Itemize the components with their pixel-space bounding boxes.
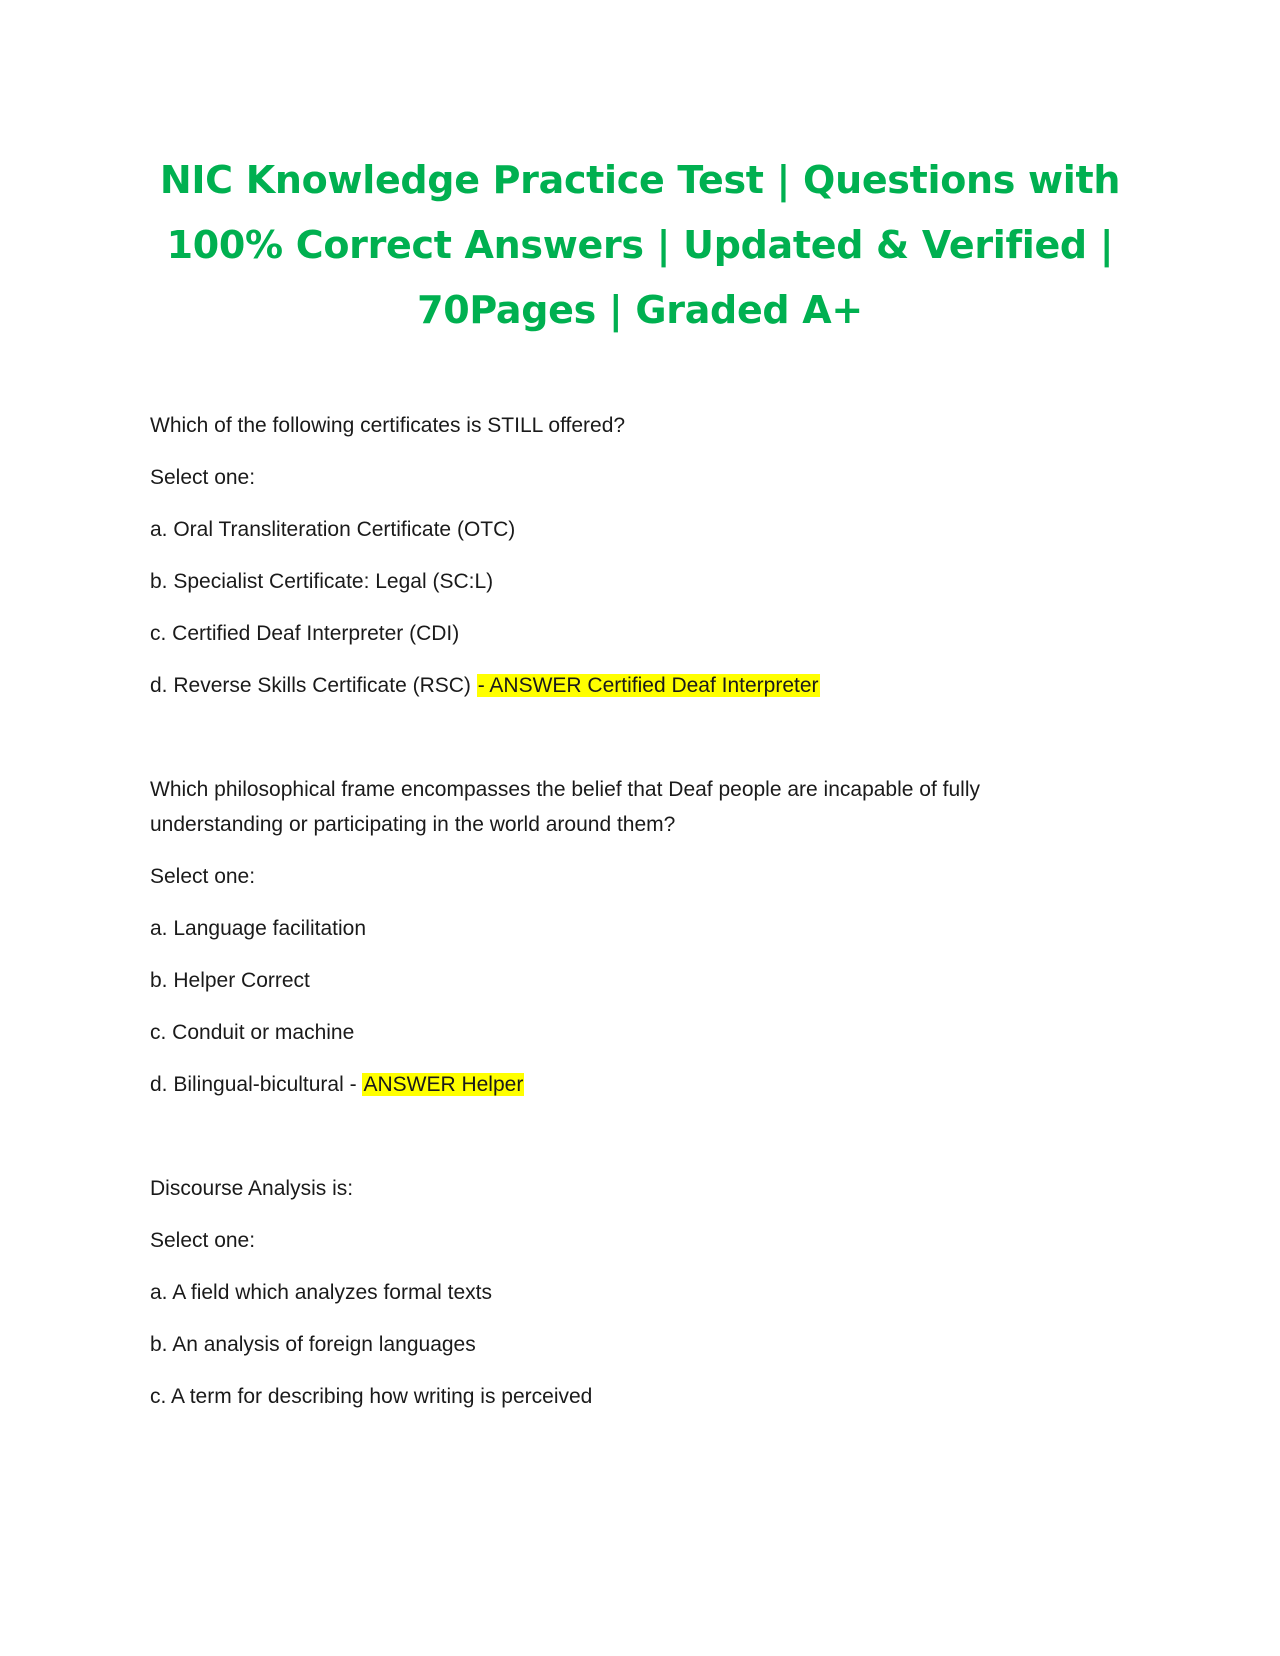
question-2-option-d: d. Bilingual-bicultural - — [150, 1073, 363, 1096]
question-1-option-b: b. Specialist Certificate: Legal (SC:L) — [150, 570, 494, 593]
title-line-3: 70Pages | Graded A+ — [417, 288, 863, 332]
question-3-option-b: b. An analysis of foreign languages — [150, 1333, 476, 1356]
question-2-prompt: Select one: — [150, 865, 256, 888]
question-1-text: Which of the following certificates is STILL offered? — [150, 414, 626, 437]
question-2-answer-highlight: ANSWER Helper — [363, 1073, 524, 1096]
question-3-prompt: Select one: — [150, 1229, 256, 1252]
question-1-prompt: Select one: — [150, 466, 256, 489]
question-2-option-a: a. Language facilitation — [150, 917, 366, 940]
question-3-text: Discourse Analysis is: — [150, 1177, 354, 1200]
question-1-option-c: c. Certified Deaf Interpreter (CDI) — [150, 622, 460, 645]
question-2-option-b: b. Helper Correct — [150, 969, 310, 992]
title-line-2: 100% Correct Answers | Updated & Verified | — [166, 223, 1114, 267]
document-title — [150, 148, 1130, 343]
question-3-option-c: c. A term for describing how writing is perceived — [150, 1385, 593, 1408]
question-1-option-a: a. Oral Transliteration Certificate (OTC) — [150, 518, 516, 541]
question-1-answer-highlight: - ANSWER Certified Deaf Interpreter — [477, 674, 819, 697]
question-2-text-line-2: understanding or participating in the world around them? — [150, 813, 676, 836]
question-2-text-line-1: Which philosophical frame encompasses the belief that Deaf people are incapable of fully — [150, 778, 980, 801]
question-1-option-d: d. Reverse Skills Certificate (RSC) — [150, 674, 477, 697]
title-line-1: NIC Knowledge Practice Test | Questions with — [159, 158, 1121, 202]
question-2-option-c: c. Conduit or machine — [150, 1021, 355, 1044]
question-3-option-a: a. A field which analyzes formal texts — [150, 1281, 492, 1304]
question-2-option-d-line — [150, 1067, 524, 1102]
question-1-option-d-line — [150, 668, 820, 703]
